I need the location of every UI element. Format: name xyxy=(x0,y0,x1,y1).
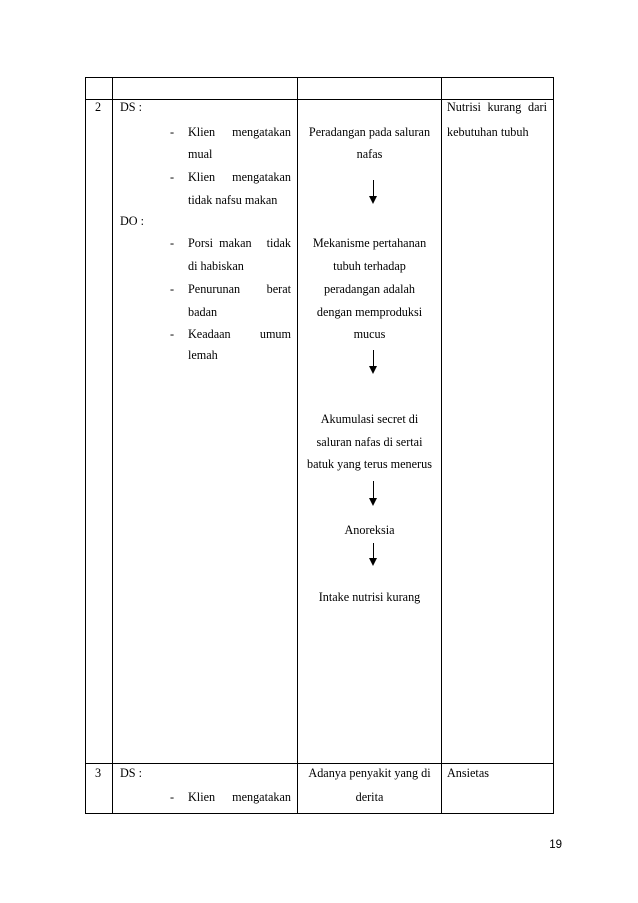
do-item-word: Porsi makan xyxy=(188,236,252,250)
problem-line-2: kebutuhan tubuh xyxy=(447,125,529,139)
ds-label: DS : xyxy=(120,766,143,780)
etiology-line: Adanya penyakit yang di xyxy=(308,766,431,780)
etiology-line: saluran nafas di sertai xyxy=(316,435,423,449)
problem-word: Nutrisi xyxy=(447,100,481,114)
do-item-word: tidak xyxy=(266,236,291,250)
problem-word: dari xyxy=(528,100,547,114)
page-number: 19 xyxy=(549,839,562,851)
etiology-line: Anoreksia xyxy=(344,523,395,537)
do-item-word: Penurunan xyxy=(188,282,241,296)
ds-item-word: mengatakan xyxy=(232,170,291,184)
etiology-line: peradangan adalah xyxy=(323,282,415,296)
down-arrow-icon xyxy=(369,543,379,566)
down-arrow-icon xyxy=(369,350,379,374)
bullet: - xyxy=(170,790,175,804)
ds-item-word: Klien xyxy=(188,790,216,804)
etiology-line: derita xyxy=(355,790,384,804)
do-item-word: Keadaan xyxy=(188,327,231,341)
problem-line-1 xyxy=(447,100,547,114)
row-number: 3 xyxy=(95,766,102,780)
ds-label: DS : xyxy=(120,100,143,114)
do-item-line2: lemah xyxy=(188,348,218,362)
ds-item-word: Klien xyxy=(188,170,216,184)
do-item-line2: di habiskan xyxy=(188,259,244,273)
bullet: - xyxy=(170,170,175,184)
ds-item-word: Klien xyxy=(188,125,216,139)
ds-item-line2: tidak nafsu makan xyxy=(188,193,278,207)
etiology-line: Akumulasi secret di xyxy=(320,412,419,426)
etiology-line: tubuh terhadap xyxy=(333,259,406,273)
row-number: 2 xyxy=(95,100,102,114)
etiology-line: mucus xyxy=(353,327,386,341)
bullet: - xyxy=(170,282,175,296)
ds-item-line2: mual xyxy=(188,147,213,161)
bullet: - xyxy=(170,125,175,139)
down-arrow-icon xyxy=(369,180,379,204)
problem-word: kurang xyxy=(487,100,522,114)
do-item-word: umum xyxy=(259,327,291,341)
do-item-word: berat xyxy=(266,282,291,296)
etiology-line: batuk yang terus menerus xyxy=(307,457,432,471)
do-label: DO : xyxy=(120,214,145,228)
ds-item-1 xyxy=(188,790,291,804)
bullet: - xyxy=(170,236,175,250)
do-item-line2: badan xyxy=(188,305,218,319)
bullet: - xyxy=(170,327,175,341)
etiology-line: Peradangan pada saluran xyxy=(308,125,431,139)
problem-text: Ansietas xyxy=(447,766,489,780)
down-arrow-icon xyxy=(369,481,379,506)
etiology-line: Intake nutrisi kurang xyxy=(318,590,421,604)
ds-item-word: mengatakan xyxy=(232,125,291,139)
etiology-line: Mekanisme pertahanan xyxy=(312,236,427,250)
etiology-line: nafas xyxy=(356,147,383,161)
ds-item-word: mengatakan xyxy=(232,790,291,804)
etiology-line: dengan memproduksi xyxy=(316,305,423,319)
